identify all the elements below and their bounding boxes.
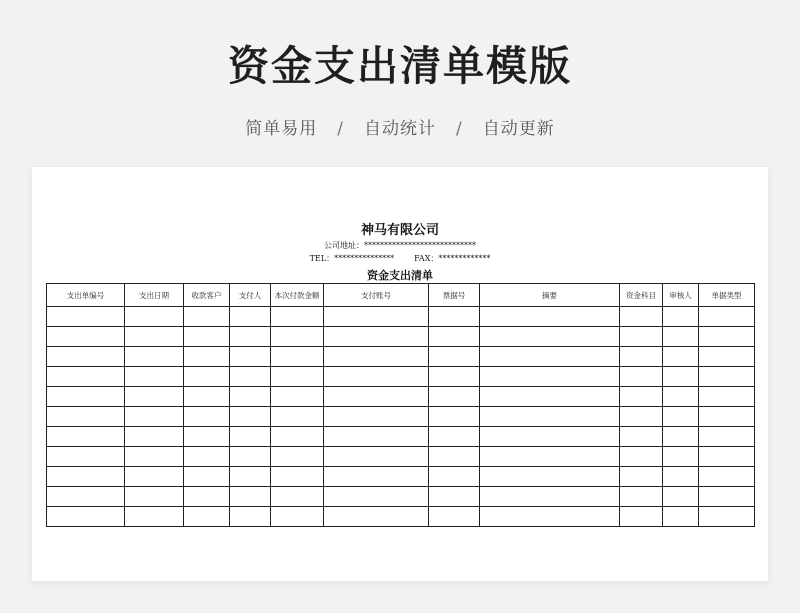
table-cell[interactable] — [429, 407, 480, 427]
table-cell[interactable] — [125, 427, 184, 447]
table-cell[interactable] — [480, 327, 620, 347]
address-value: **************************** — [364, 241, 476, 250]
table-cell[interactable] — [271, 327, 324, 347]
table-cell[interactable] — [184, 447, 230, 467]
table-cell[interactable] — [184, 387, 230, 407]
table-cell[interactable] — [184, 427, 230, 447]
table-row — [47, 307, 755, 327]
table-cell[interactable] — [429, 427, 480, 447]
table-cell[interactable] — [663, 367, 699, 387]
table-cell[interactable] — [125, 307, 184, 327]
table-cell[interactable] — [125, 487, 184, 507]
table-cell[interactable] — [125, 347, 184, 367]
table-cell[interactable] — [699, 427, 755, 447]
table-cell[interactable] — [663, 387, 699, 407]
table-cell[interactable] — [620, 367, 663, 387]
table-cell[interactable] — [324, 327, 429, 347]
table-cell[interactable] — [47, 487, 125, 507]
company-address — [32, 240, 768, 251]
table-cell[interactable] — [230, 427, 271, 447]
table-cell[interactable] — [271, 307, 324, 327]
tel-value: *************** — [334, 254, 395, 263]
table-cell[interactable] — [271, 367, 324, 387]
table-cell[interactable] — [429, 387, 480, 407]
table-row — [47, 327, 755, 347]
feature-tagline — [0, 114, 800, 139]
table-cell[interactable] — [324, 467, 429, 487]
table-cell[interactable] — [480, 387, 620, 407]
table-cell[interactable] — [429, 467, 480, 487]
table-cell[interactable] — [125, 387, 184, 407]
form-title: 资金支出清单 — [367, 269, 433, 282]
table-cell[interactable] — [620, 307, 663, 327]
table-cell[interactable] — [620, 387, 663, 407]
table-row — [47, 367, 755, 387]
table-cell[interactable] — [271, 347, 324, 367]
table-cell[interactable] — [480, 467, 620, 487]
table-cell[interactable] — [184, 327, 230, 347]
table-cell[interactable] — [184, 507, 230, 527]
table-row — [47, 387, 755, 407]
table-cell[interactable] — [480, 507, 620, 527]
fax-value: ************* — [438, 254, 491, 263]
table-cell[interactable] — [699, 327, 755, 347]
column-header: 单据类型 — [699, 284, 755, 307]
table-cell[interactable] — [699, 487, 755, 507]
table-cell[interactable] — [699, 447, 755, 467]
column-header: 资金科目 — [620, 284, 663, 307]
table-cell[interactable] — [47, 327, 125, 347]
table-cell[interactable] — [230, 407, 271, 427]
table-cell[interactable] — [47, 467, 125, 487]
table-row — [47, 487, 755, 507]
table-cell[interactable] — [699, 407, 755, 427]
table-cell[interactable] — [480, 407, 620, 427]
table-cell[interactable] — [271, 507, 324, 527]
table-cell[interactable] — [184, 487, 230, 507]
table-cell[interactable] — [47, 447, 125, 467]
table-cell[interactable] — [125, 367, 184, 387]
document-sheet — [32, 167, 768, 581]
table-cell[interactable] — [324, 407, 429, 427]
expense-table — [46, 283, 755, 527]
table-cell[interactable] — [324, 447, 429, 467]
table-header-row — [47, 284, 755, 307]
table-row — [47, 507, 755, 527]
table-cell[interactable] — [699, 467, 755, 487]
fax-label: FAX： — [414, 254, 439, 263]
column-header: 本次付款金额 — [271, 284, 324, 307]
feature-auto-stats: 自动统计 — [364, 119, 436, 139]
table-cell[interactable] — [184, 407, 230, 427]
table-cell[interactable] — [480, 307, 620, 327]
table-row — [47, 407, 755, 427]
feature-auto-update: 自动更新 — [482, 119, 555, 139]
table-cell[interactable] — [620, 427, 663, 447]
table-cell[interactable] — [230, 447, 271, 467]
table-cell[interactable] — [663, 407, 699, 427]
table-cell[interactable] — [663, 307, 699, 327]
table-cell[interactable] — [663, 487, 699, 507]
table-cell[interactable] — [271, 487, 324, 507]
table-cell[interactable] — [230, 507, 271, 527]
table-cell[interactable] — [429, 507, 480, 527]
table-cell[interactable] — [699, 367, 755, 387]
column-header: 票据号 — [429, 284, 480, 307]
page-title: 资金支出清单模版 — [228, 42, 572, 90]
address-label: 公司地址： — [324, 241, 364, 250]
table-cell[interactable] — [663, 467, 699, 487]
column-header: 摘要 — [480, 284, 620, 307]
separator: / — [337, 119, 344, 139]
column-header: 收款客户 — [184, 284, 230, 307]
table-cell[interactable] — [480, 367, 620, 387]
table-cell[interactable] — [620, 507, 663, 527]
table-cell[interactable] — [271, 467, 324, 487]
table-cell[interactable] — [125, 327, 184, 347]
table-cell[interactable] — [620, 447, 663, 467]
table-cell[interactable] — [699, 507, 755, 527]
table-cell[interactable] — [324, 487, 429, 507]
table-cell[interactable] — [271, 407, 324, 427]
table-cell[interactable] — [429, 347, 480, 367]
column-header: 支付账号 — [324, 284, 429, 307]
table-cell[interactable] — [429, 327, 480, 347]
table-cell[interactable] — [47, 347, 125, 367]
table-row — [47, 467, 755, 487]
table-cell[interactable] — [184, 307, 230, 327]
table-cell[interactable] — [125, 447, 184, 467]
table-cell[interactable] — [184, 347, 230, 367]
table-cell[interactable] — [125, 507, 184, 527]
table-cell[interactable] — [429, 307, 480, 327]
table-cell[interactable] — [47, 407, 125, 427]
table-cell[interactable] — [663, 447, 699, 467]
table-cell[interactable] — [271, 427, 324, 447]
table-body — [47, 307, 755, 527]
table-cell[interactable] — [271, 447, 324, 467]
table-row — [47, 347, 755, 367]
company-name: 神马有限公司 — [360, 223, 439, 238]
table-cell[interactable] — [230, 367, 271, 387]
table-cell[interactable] — [324, 387, 429, 407]
table-cell[interactable] — [663, 327, 699, 347]
table-cell[interactable] — [429, 367, 480, 387]
table-cell[interactable] — [429, 447, 480, 467]
table-cell[interactable] — [620, 327, 663, 347]
feature-easy: 简单易用 — [245, 119, 318, 139]
table-cell[interactable] — [663, 507, 699, 527]
column-header: 支付人 — [230, 284, 271, 307]
table-row — [47, 447, 755, 467]
table-cell[interactable] — [480, 347, 620, 367]
table-cell[interactable] — [47, 427, 125, 447]
table-cell[interactable] — [230, 487, 271, 507]
table-cell[interactable] — [663, 427, 699, 447]
table-cell[interactable] — [324, 307, 429, 327]
table-cell[interactable] — [620, 347, 663, 367]
table-cell[interactable] — [184, 367, 230, 387]
table-cell[interactable] — [699, 387, 755, 407]
table-cell[interactable] — [47, 307, 125, 327]
table-cell[interactable] — [324, 367, 429, 387]
table-cell[interactable] — [184, 467, 230, 487]
table-cell[interactable] — [699, 347, 755, 367]
table-cell[interactable] — [429, 487, 480, 507]
table-cell[interactable] — [620, 487, 663, 507]
tel-label: TEL： — [309, 254, 335, 263]
table-cell[interactable] — [271, 387, 324, 407]
column-header: 支出单编号 — [47, 284, 125, 307]
separator: / — [456, 119, 463, 139]
table-cell[interactable] — [480, 487, 620, 507]
table-cell[interactable] — [620, 407, 663, 427]
column-header: 审核人 — [663, 284, 699, 307]
table-cell[interactable] — [47, 387, 125, 407]
table-cell[interactable] — [47, 367, 125, 387]
table-cell[interactable] — [324, 427, 429, 447]
table-cell[interactable] — [230, 387, 271, 407]
table-cell[interactable] — [699, 307, 755, 327]
table-cell[interactable] — [324, 347, 429, 367]
table-cell[interactable] — [47, 507, 125, 527]
table-cell[interactable] — [663, 347, 699, 367]
table-cell[interactable] — [230, 327, 271, 347]
table-row — [47, 427, 755, 447]
company-contact — [32, 253, 768, 264]
table-cell[interactable] — [230, 307, 271, 327]
table-cell[interactable] — [230, 347, 271, 367]
table-cell[interactable] — [125, 407, 184, 427]
table-cell[interactable] — [230, 467, 271, 487]
column-header: 支出日期 — [125, 284, 184, 307]
table-cell[interactable] — [125, 467, 184, 487]
table-cell[interactable] — [324, 507, 429, 527]
table-cell[interactable] — [480, 427, 620, 447]
table-cell[interactable] — [480, 447, 620, 467]
table-cell[interactable] — [620, 467, 663, 487]
